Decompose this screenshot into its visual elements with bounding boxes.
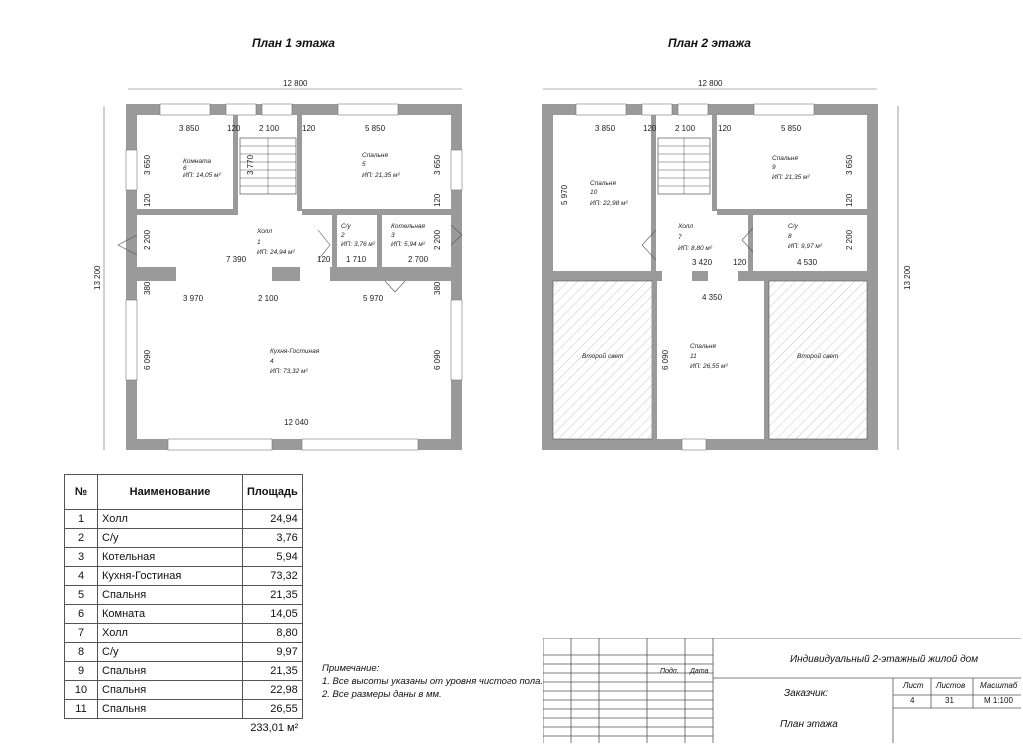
plan2-dim: 4 350 — [702, 293, 723, 302]
table-row: 7 Холл 8,80 — [65, 624, 303, 643]
plan1-dim: 5 970 — [363, 294, 384, 303]
svg-text:Кухня-Гостиная: Кухня-Гостиная — [270, 348, 320, 355]
table-row: 1 Холл 24,94 — [65, 510, 303, 529]
svg-text:Спальня: Спальня — [590, 180, 616, 187]
explication-table — [64, 474, 303, 737]
plan2-dim: 120 — [845, 193, 854, 207]
table-row: 6 Комната 14,05 — [65, 605, 303, 624]
listov-value: 31 — [945, 696, 954, 705]
room-label: Второй свет — [582, 353, 624, 360]
plan2-dim: 2 200 — [845, 229, 854, 250]
svg-text:Холл: Холл — [678, 223, 693, 230]
project-name: Индивидуальный 2-этажный жилой дом — [790, 654, 979, 665]
plan2-dim: 3 420 — [692, 258, 713, 267]
notes — [322, 662, 543, 701]
svg-text:С/у: С/у — [788, 223, 798, 230]
total-area: 233,01 м² — [250, 722, 299, 734]
plan1-dim: 380 — [143, 281, 152, 295]
svg-text:9: 9 — [772, 164, 776, 171]
svg-text:ИП: 9,97 м²: ИП: 9,97 м² — [788, 243, 823, 250]
svg-text:5: 5 — [362, 161, 366, 168]
plan2-dim: 6 090 — [661, 349, 670, 370]
plan1-dim: 2 100 — [259, 124, 280, 133]
table-row: 2 С/у 3,76 — [65, 529, 303, 548]
sheet-title: План этажа — [780, 719, 838, 730]
plan1-dim-total-width: 12 800 — [283, 79, 308, 88]
svg-text:Котельная: Котельная — [391, 223, 426, 230]
list-value: 4 — [910, 696, 915, 705]
plan2-dim: 2 100 — [675, 124, 696, 133]
plan1-dim: 6 090 — [143, 349, 152, 370]
svg-text:ИП: 21,35 м²: ИП: 21,35 м² — [362, 172, 400, 179]
room-label: Второй свет — [797, 353, 839, 360]
col-header-area: Площадь — [243, 475, 303, 510]
floor-plan-1 — [0, 0, 512, 470]
list-label: Лист — [903, 681, 924, 690]
plan1-dim: 2 200 — [433, 229, 442, 250]
customer-label: Заказчик: — [784, 688, 829, 699]
svg-text:Комната: Комната — [183, 158, 212, 165]
plan2-dim: 5 850 — [781, 124, 802, 133]
table-row: 8 С/у 9,97 — [65, 643, 303, 662]
table-row: 3 Котельная 5,94 — [65, 548, 303, 567]
svg-text:ИП: 21,35 м²: ИП: 21,35 м² — [772, 174, 810, 181]
svg-text:3: 3 — [391, 232, 395, 239]
plan1-dim: 12 040 — [284, 418, 309, 427]
svg-text:Холл: Холл — [257, 228, 272, 235]
plan1-dim: 3 650 — [143, 154, 152, 175]
svg-text:11: 11 — [690, 353, 697, 360]
svg-text:2: 2 — [341, 232, 345, 239]
plan1-dim: 120 — [317, 255, 331, 264]
svg-text:Спальня: Спальня — [362, 152, 388, 159]
plan2-dim: 120 — [733, 258, 747, 267]
table-row: 9 Спальня 21,35 — [65, 662, 303, 681]
svg-text:ИП: 26,55 м²: ИП: 26,55 м² — [690, 363, 728, 370]
svg-text:4: 4 — [270, 358, 274, 365]
plan1-dim: 120 — [143, 193, 152, 207]
plan2-title: План 2 этажа — [668, 36, 751, 50]
stamp-date-label: Дата — [690, 668, 709, 675]
plan1-dim: 120 — [433, 193, 442, 207]
plan1-dim: 2 200 — [143, 229, 152, 250]
plan2-dim-total-height: 13 200 — [903, 265, 912, 290]
svg-text:7: 7 — [678, 234, 682, 241]
svg-text:1: 1 — [257, 239, 261, 246]
scale-label: Масштаб — [980, 681, 1018, 690]
plan1-dim: 120 — [302, 124, 316, 133]
plan2-dim: 120 — [718, 124, 732, 133]
svg-text:ИП: 14,05 м²: ИП: 14,05 м² — [183, 172, 221, 179]
stamp-podp-label: Подп. — [660, 668, 679, 675]
notes-line-2: 2. Все размеры даны в мм. — [322, 689, 442, 700]
floor-plan-2 — [512, 0, 1023, 470]
svg-text:Спальня: Спальня — [772, 155, 798, 162]
col-header-name: Наименование — [98, 475, 243, 510]
svg-text:ИП: 5,94 м²: ИП: 5,94 м² — [391, 241, 426, 248]
svg-text:6: 6 — [183, 165, 187, 172]
plan1-dim-total-height: 13 200 — [93, 265, 102, 290]
plan2-dim: 4 530 — [797, 258, 818, 267]
table-row: 4 Кухня-Гостиная 73,32 — [65, 567, 303, 586]
plan2-dim: 120 — [643, 124, 657, 133]
scale-value: М 1:100 — [984, 696, 1013, 705]
svg-text:ИП: 24,94 м²: ИП: 24,94 м² — [257, 249, 295, 256]
plan2-dim: 5 970 — [560, 184, 569, 205]
table-row: 10 Спальня 22,98 — [65, 681, 303, 700]
svg-text:С/у: С/у — [341, 223, 351, 230]
svg-text:ИП: 3,76 м²: ИП: 3,76 м² — [341, 241, 376, 248]
plan1-title: План 1 этажа — [252, 36, 335, 50]
svg-text:Спальня: Спальня — [690, 343, 716, 350]
table-total-row — [65, 719, 303, 738]
plan1-dim: 120 — [227, 124, 241, 133]
plan1-dim: 7 390 — [226, 255, 247, 264]
plan1-dim: 380 — [433, 281, 442, 295]
listov-label: Листов — [936, 681, 966, 690]
plan1-dim: 2 100 — [258, 294, 279, 303]
plan1-dim: 2 700 — [408, 255, 429, 264]
plan2-dim: 3 650 — [845, 154, 854, 175]
svg-text:ИП: 73,32 м²: ИП: 73,32 м² — [270, 368, 308, 375]
svg-text:10: 10 — [590, 189, 598, 196]
plan1-dim: 3 650 — [433, 154, 442, 175]
plan1-dim: 3 770 — [246, 154, 255, 175]
svg-text:ИП: 22,98 м²: ИП: 22,98 м² — [590, 200, 628, 207]
table-row: 11 Спальня 26,55 — [65, 700, 303, 719]
plan1-dim: 6 090 — [433, 349, 442, 370]
plan1-dim: 1 710 — [346, 255, 367, 264]
notes-title: Примечание: — [322, 663, 380, 674]
notes-line-1: 1. Все высоты указаны от уровня чистого пола. — [322, 676, 544, 687]
plan2-dim: 3 850 — [595, 124, 616, 133]
svg-text:8: 8 — [788, 233, 792, 240]
plan1-dim: 3 970 — [183, 294, 204, 303]
table-row: 5 Спальня 21,35 — [65, 586, 303, 605]
plan2-dim-total-width: 12 800 — [698, 79, 723, 88]
col-header-num: № — [65, 475, 98, 510]
svg-text:ИП: 8,80 м²: ИП: 8,80 м² — [678, 245, 713, 252]
plan1-dim: 3 850 — [179, 124, 200, 133]
plan1-dim: 5 850 — [365, 124, 386, 133]
